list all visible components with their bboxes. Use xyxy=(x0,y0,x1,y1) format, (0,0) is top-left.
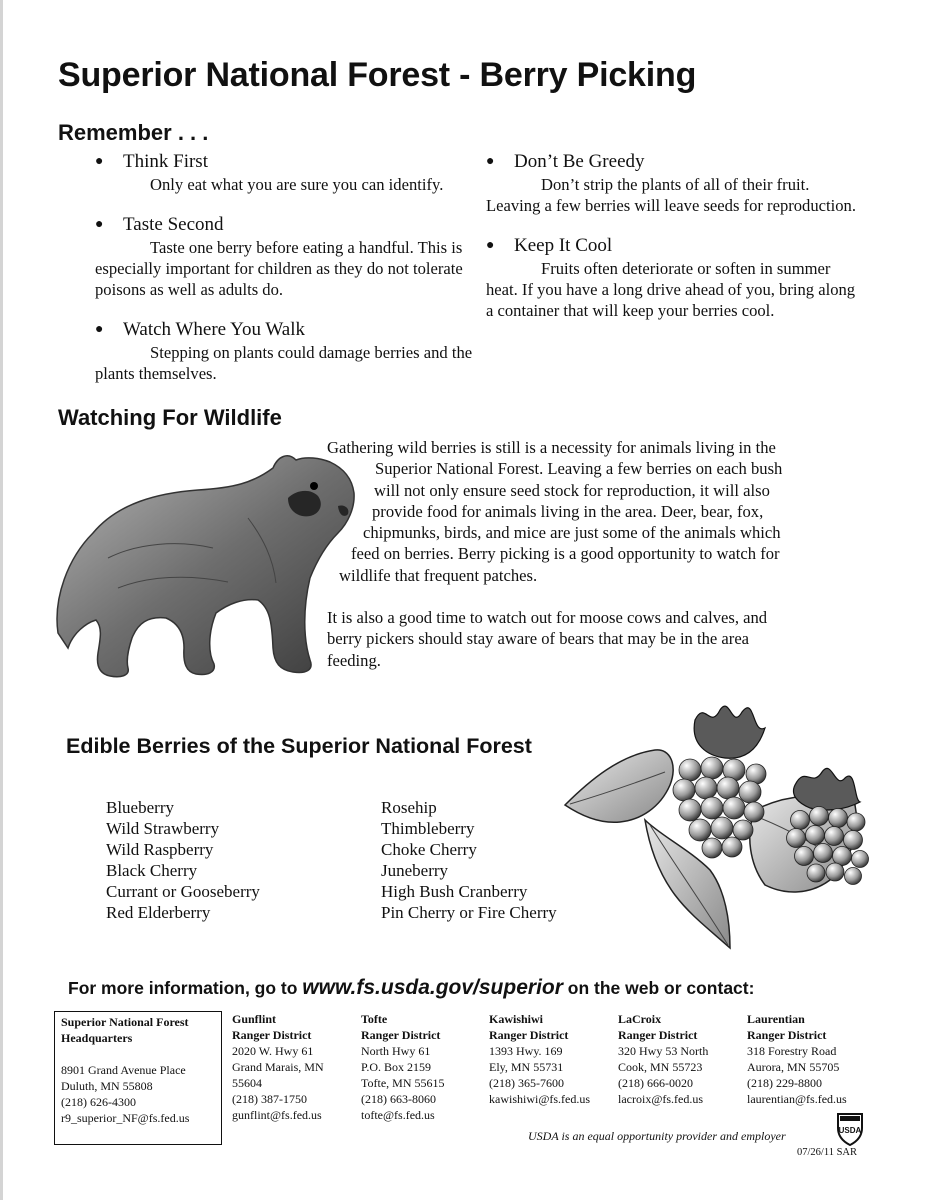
contact-email[interactable]: r9_superior_NF@fs.fed.us xyxy=(61,1111,190,1125)
contact-tofte xyxy=(361,1011,489,1123)
contact-email[interactable]: laurentian@fs.fed.us xyxy=(747,1092,847,1106)
contact-headquarters xyxy=(54,1011,222,1145)
remember-right-column xyxy=(486,150,861,339)
wildlife-paragraph-2 xyxy=(327,607,847,671)
tip-body: Stepping on plants could damage berries and the plants themselves. xyxy=(95,343,473,383)
contact-city: Grand Marais, MN xyxy=(232,1060,324,1074)
berry-item: Thimbleberry xyxy=(381,819,475,838)
contact-city: Duluth, MN 55808 xyxy=(61,1079,153,1093)
contact-laurentian xyxy=(747,1011,875,1107)
contact-city: Cook, MN 55723 xyxy=(618,1060,703,1074)
contact-gunflint xyxy=(232,1011,360,1123)
berry-item: Choke Cherry xyxy=(381,840,477,859)
contact-address: 320 Hwy 53 North xyxy=(618,1044,709,1058)
contact-subname: Ranger District xyxy=(232,1028,312,1042)
bullet-icon: ● xyxy=(486,238,495,253)
tip-think-first xyxy=(95,150,480,195)
contact-phone: (218) 387-1750 xyxy=(232,1092,307,1106)
berry-item: Rosehip xyxy=(381,798,437,817)
contact-city: Aurora, MN 55705 xyxy=(747,1060,840,1074)
contact-pobox: P.O. Box 2159 xyxy=(361,1060,432,1074)
tip-heading: Taste Second xyxy=(123,214,224,235)
bullet-icon: ● xyxy=(95,154,104,169)
berry-item: High Bush Cranberry xyxy=(381,882,528,901)
text-line: Gathering wild berries is still is a necessity for animals living in the xyxy=(327,438,776,457)
berry-item: Pin Cherry or Fire Cherry xyxy=(381,903,557,922)
contact-subname: Ranger District xyxy=(747,1028,827,1042)
contact-email[interactable]: tofte@fs.fed.us xyxy=(361,1108,435,1122)
berry-item: Wild Strawberry xyxy=(106,819,220,838)
tip-heading: Watch Where You Walk xyxy=(123,319,305,340)
contact-kawishiwi xyxy=(489,1011,617,1107)
contact-address: 8901 Grand Avenue Place xyxy=(61,1063,186,1077)
bullet-icon: ● xyxy=(95,322,104,337)
tip-heading: Keep It Cool xyxy=(514,235,613,256)
berry-item: Currant or Gooseberry xyxy=(106,882,260,901)
contact-phone: (218) 666-0020 xyxy=(618,1076,693,1090)
svg-text:USDA: USDA xyxy=(838,1126,862,1135)
contact-address: 318 Forestry Road xyxy=(747,1044,837,1058)
page-title: Superior National Forest - Berry Picking xyxy=(58,56,697,94)
tip-taste-second xyxy=(95,213,480,300)
contact-subname: Ranger District xyxy=(361,1028,441,1042)
page-edge xyxy=(0,0,3,1200)
tip-keep-it-cool xyxy=(486,234,861,321)
more-info-line xyxy=(68,976,754,1000)
tip-body: Only eat what you are sure you can identify. xyxy=(150,175,444,194)
contact-city: Ely, MN 55731 xyxy=(489,1060,564,1074)
tip-body: Fruits often deteriorate or soften in summer heat. If you have a long drive ahead of you, bring along a container that will keep your berries cool. xyxy=(486,259,856,320)
tip-heading: Don’t Be Greedy xyxy=(514,151,645,172)
bear-illustration xyxy=(48,448,363,680)
tip-heading: Think First xyxy=(123,151,208,172)
edible-heading: Edible Berries of the Superior National Forest xyxy=(66,734,532,758)
wildlife-text xyxy=(327,437,847,692)
berry-item: Red Elderberry xyxy=(106,903,211,922)
contact-subname: Headquarters xyxy=(61,1031,133,1045)
contact-email[interactable]: lacroix@fs.fed.us xyxy=(618,1092,704,1106)
bullet-icon: ● xyxy=(95,217,104,232)
contact-zip: 55604 xyxy=(232,1076,262,1090)
contact-name: Laurentian xyxy=(747,1012,805,1026)
raspberry-illustration xyxy=(560,690,890,955)
text-line: berry pickers should stay aware of bears that may be in the area xyxy=(327,629,750,649)
forest-service-shield-icon xyxy=(835,1112,865,1146)
berry-item: Wild Raspberry xyxy=(106,840,214,859)
berry-item: Blueberry xyxy=(106,798,174,817)
contact-phone: (218) 626-4300 xyxy=(61,1095,136,1109)
contact-name: Gunflint xyxy=(232,1012,277,1026)
website-link[interactable]: www.fs.usda.gov/superior xyxy=(302,976,563,999)
wildlife-heading: Watching For Wildlife xyxy=(58,405,282,430)
contact-address: 2020 W. Hwy 61 xyxy=(232,1044,314,1058)
remember-heading: Remember . . . xyxy=(58,120,209,145)
contact-address: 1393 Hwy. 169 xyxy=(489,1044,563,1058)
more-info-prefix: For more information, go to xyxy=(68,978,303,998)
more-info-suffix: on the web or contact: xyxy=(562,978,755,998)
tip-body: Taste one berry before eating a handful. This is especially important for children as they do not tolerate poisons as well as adults do. xyxy=(95,238,463,299)
contact-line xyxy=(61,1046,215,1062)
contact-phone: (218) 365-7600 xyxy=(489,1076,564,1090)
berry-item: Black Cherry xyxy=(106,861,198,880)
text-line: Superior National Forest. Leaving a few berries on each bush xyxy=(375,459,783,479)
text-line: It is also a good time to watch out for moose cows and calves, and xyxy=(327,608,768,628)
text-line: wildlife that frequent patches. xyxy=(339,565,538,585)
contact-address: North Hwy 61 xyxy=(361,1044,431,1058)
berry-item: Juneberry xyxy=(381,861,449,880)
contact-subname: Ranger District xyxy=(618,1028,698,1042)
berry-list-column-1 xyxy=(106,797,260,923)
contact-email[interactable]: gunflint@fs.fed.us xyxy=(232,1108,322,1122)
contact-name: Tofte xyxy=(361,1012,388,1026)
date-code: 07/26/11 SAR xyxy=(797,1147,857,1158)
text-line: feed on berries. Berry picking is a good opportunity to watch for xyxy=(351,544,780,564)
tip-body: Don’t strip the plants of all of their fruit. Leaving a few berries will leave seeds for reproduction. xyxy=(486,175,856,215)
contact-name: Superior National Forest xyxy=(61,1015,189,1029)
contact-city: Tofte, MN 55615 xyxy=(361,1076,445,1090)
tip-watch-where-you-walk xyxy=(95,318,480,384)
text-line: chipmunks, birds, and mice are just some of the animals which xyxy=(363,523,781,543)
remember-left-column xyxy=(95,150,480,402)
text-line: provide food for animals living in the area. Deer, bear, fox, xyxy=(372,501,764,521)
tip-dont-be-greedy xyxy=(486,150,861,216)
bullet-icon: ● xyxy=(486,154,495,169)
contact-lacroix xyxy=(618,1011,746,1107)
text-line: feeding. xyxy=(327,650,381,670)
contact-subname: Ranger District xyxy=(489,1028,569,1042)
contact-name: LaCroix xyxy=(618,1012,662,1026)
text-line: will not only ensure seed stock for reproduction, it will also xyxy=(374,480,770,500)
contact-email[interactable]: kawishiwi@fs.fed.us xyxy=(489,1092,591,1106)
contact-name: Kawishiwi xyxy=(489,1012,544,1026)
contact-phone: (218) 229-8800 xyxy=(747,1076,822,1090)
equal-opportunity-statement: USDA is an equal opportunity provider and employer xyxy=(528,1129,786,1143)
berry-list-column-2 xyxy=(381,797,557,923)
wildlife-paragraph-1 xyxy=(327,437,847,586)
contact-phone: (218) 663-8060 xyxy=(361,1092,436,1106)
